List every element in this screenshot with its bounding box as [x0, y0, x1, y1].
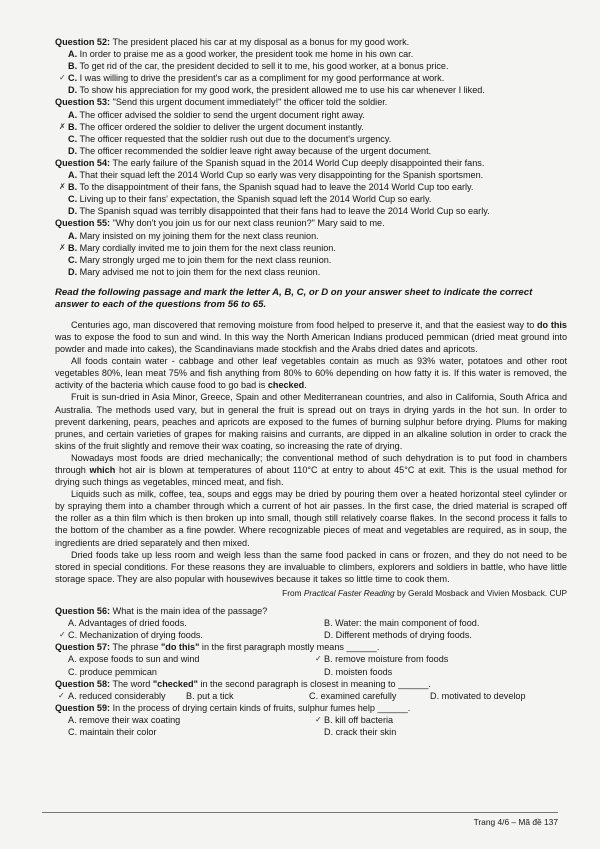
option-d: D. To show his appreciation for my good work, the president allowed me to use his car whenever I liked. [68, 85, 485, 96]
footer-divider [42, 812, 558, 813]
option-c: C. Mary strongly urged me to join them for the next class reunion. [68, 254, 332, 265]
paragraph-2: All foods contain water - cabbage and other leaf vegetables contain as much as 93% water, potatoes and other root vegetables 80%, lean meat 75% and fish anything from 80% to 60% depending on how fatty it is. If this water is removed, the activity of the bacteria which cause food to go bad is checked. [55, 356, 567, 391]
question-label: Question 56: [55, 606, 111, 617]
question-stem: The president placed his car at my disposal as a bonus for my good work. [110, 37, 410, 47]
paragraph-5: Liquids such as milk, coffee, tea, soups and eggs may be dried by pouring them over a heated horizontal steel cylinder or by spraying them into a chamber through which a current of hot air passes. In the first case, the dried material is scraped off the roller as a thin film which is then broken up into small, though still relatively coarse flakes. In the second process it falls to the bottom of the chamber as a fine powder. Where recognizable pieces of meat and vegetables are required, as in soup, the ingredients are dried separately and then mixed. [55, 489, 567, 548]
option-b: B. To get rid of the car, the president decided to sell it to me, his good worker, at a bonus price. [68, 61, 449, 72]
pen-mark-icon: ✓ [315, 714, 322, 724]
page-content [55, 36, 567, 738]
option-d: D. motivated to develop [430, 690, 526, 701]
pen-mark-icon: ✗ [59, 182, 66, 192]
pen-mark-icon: ✓ [59, 630, 66, 640]
option-b: B. Water: the main component of food. [324, 618, 480, 629]
option-d: D. crack their skin [324, 726, 397, 737]
option-b: B. put a tick [186, 690, 234, 701]
question-stem: "Why don't you join us for our next class reunion?" Mary said to me. [110, 218, 385, 229]
page-footer: Trang 4/6 – Mã đề 137 [473, 817, 558, 827]
option-a: A. In order to praise me as a good worker, the president took me home in his own car. [68, 49, 414, 60]
option-c: ✓ C. Mechanization of drying foods. [59, 630, 203, 641]
question-label: Question 52: [55, 37, 111, 47]
question-label: Question 55: [55, 218, 111, 229]
option-a: A. remove their wax coating [68, 714, 181, 725]
question-55 [55, 217, 567, 277]
option-a: A. That their squad left the 2014 World Cup so early was very disappointing for the Spanish sportsmen. [68, 170, 484, 181]
pen-mark-icon: ✓ [58, 690, 65, 700]
option-c: C. examined carefully [309, 690, 397, 701]
question-57: Question 57: The phrase "do this" in the first paragraph mostly means ______. A. expose foods to sun and wind ✓ B. remove moisture from foods C. produce pemmican D. moisten foods [55, 641, 567, 677]
paragraph-1: Centuries ago, man discovered that removing moisture from food helped to preserve it, and that the easiest way to do this was to expose the food to sun and wind. In this way the North American Indians produced pemmican (dried meat ground into powder and made into cakes), the Scandinavians made stockfish and the Arabs dried dates and apricots. [55, 319, 567, 355]
option-c: C. produce pemmican [68, 666, 157, 677]
option-d: D. The Spanish squad was terribly disappointed that their fans had to leave the 2014 World Cup so early. [68, 206, 490, 217]
question-label: Question 54: [55, 157, 111, 168]
reading-passage [55, 319, 567, 585]
paragraph-3: Fruit is sun-dried in Asia Minor, Greece, Spain and other Mediterranean countries, and also in California, South Africa and Australia. The methods used vary, but in general the fruit is spread out on trays in drying yards in the hot sun. In order to prevent darkening, pears, peaches and apricots are exposed to the fumes of burning sulphur before drying. Plums for making prunes, and certain varieties of grapes for making raisins and currants, are dipped in an alkaline solution in order to crack the skins of the fruit slightly and remove their wax coating, so increasing the rate of drying. [55, 392, 567, 451]
option-b: ✗ B. The officer ordered the soldier to deliver the urgent document instantly. [59, 121, 364, 132]
pen-mark-icon: ✗ [59, 242, 66, 252]
question-53 [55, 96, 567, 156]
question-label: Question 59: [55, 702, 111, 713]
paragraph-4: Nowadays most foods are dried mechanically; the conventional method of such dehydration is to put food in chambers through which hot air is blown at temperatures of about 110°C at entry to about 45°C at exit. This is the usual method for drying such things as vegetables, minced meat, and fish. [55, 452, 567, 488]
question-59 [55, 702, 567, 738]
option-a: ✓ A. reduced considerably [58, 690, 166, 701]
option-c: C. maintain their color [68, 726, 157, 737]
question-56 [55, 605, 567, 641]
reading-instruction: Read the following passage and mark the letter A, B, C, or D on your answer sheet to indicate the correct answer to each of the questions from 56 to 65. [55, 286, 533, 311]
pen-mark-icon: ✓ [315, 654, 322, 664]
question-stem: In the process of drying certain kinds of fruits, sulphur fumes help ______. [110, 702, 411, 713]
question-58: Question 58: The word "checked" in the second paragraph is closest in meaning to ______. ✓ A. reduced considerably B. put a tick C. examined carefully D. motivated to develop [55, 678, 526, 701]
option-c: ✓ C. I was willing to drive the president's car as a compliment for my good performance at work. [59, 73, 445, 84]
option-b: ✓ B. kill off bacteria [315, 714, 394, 725]
pen-mark-icon: ✓ [59, 73, 66, 83]
option-a: A. expose foods to sun and wind [68, 654, 200, 665]
option-d: D. The officer recommended the soldier leave right away because of the urgent document. [68, 145, 432, 156]
paragraph-6: Dried foods take up less room and weigh less than the same food packed in cans or frozen, and they do not need to be stored in special conditions. For these reasons they are invaluable to climbers, explorers and soldiers in battle, who have little storage space. They are also popular with housewives because it takes so little time to cook them. [55, 549, 567, 584]
option-a: A. Mary insisted on my joining them for the next class reunion. [68, 230, 319, 241]
question-stem: What is the main idea of the passage? [110, 606, 268, 617]
question-54 [55, 157, 567, 217]
pen-mark-icon: ✗ [59, 121, 66, 131]
option-a: A. Advantages of dried foods. [68, 618, 187, 629]
option-d: D. moisten foods [324, 666, 393, 677]
question-stem: The early failure of the Spanish squad in the 2014 World Cup deeply disappointed their fans. [110, 157, 485, 168]
question-label: Question 58: [55, 678, 111, 689]
question-label: Question 53: [55, 97, 111, 108]
question-label: Question 57: [55, 642, 111, 653]
option-d: D. Mary advised me not to join them for the next class reunion. [68, 266, 321, 277]
option-d: D. Different methods of drying foods. [324, 630, 472, 641]
passage-source: From Practical Faster Reading by Gerald Mosback and Vivien Mosback. CUP [282, 587, 567, 598]
question-52 [55, 36, 567, 96]
option-b: ✗ B. To the disappointment of their fans, the Spanish squad had to leave the 2014 World Cup too early. [59, 182, 474, 193]
question-stem: "Send this urgent document immediately!" the officer told the soldier. [110, 97, 388, 108]
option-b: ✗ B. Mary cordially invited me to join them for the next class reunion. [59, 242, 336, 253]
option-a: A. The officer advised the soldier to send the urgent document right away. [68, 109, 365, 120]
option-c: C. Living up to their fans' expectation, the Spanish squad left the 2014 World Cup so early. [68, 194, 432, 205]
option-c: C. The officer requested that the soldier rush out due to the document's urgency. [68, 133, 392, 144]
option-b: ✓ B. remove moisture from foods [315, 654, 449, 665]
